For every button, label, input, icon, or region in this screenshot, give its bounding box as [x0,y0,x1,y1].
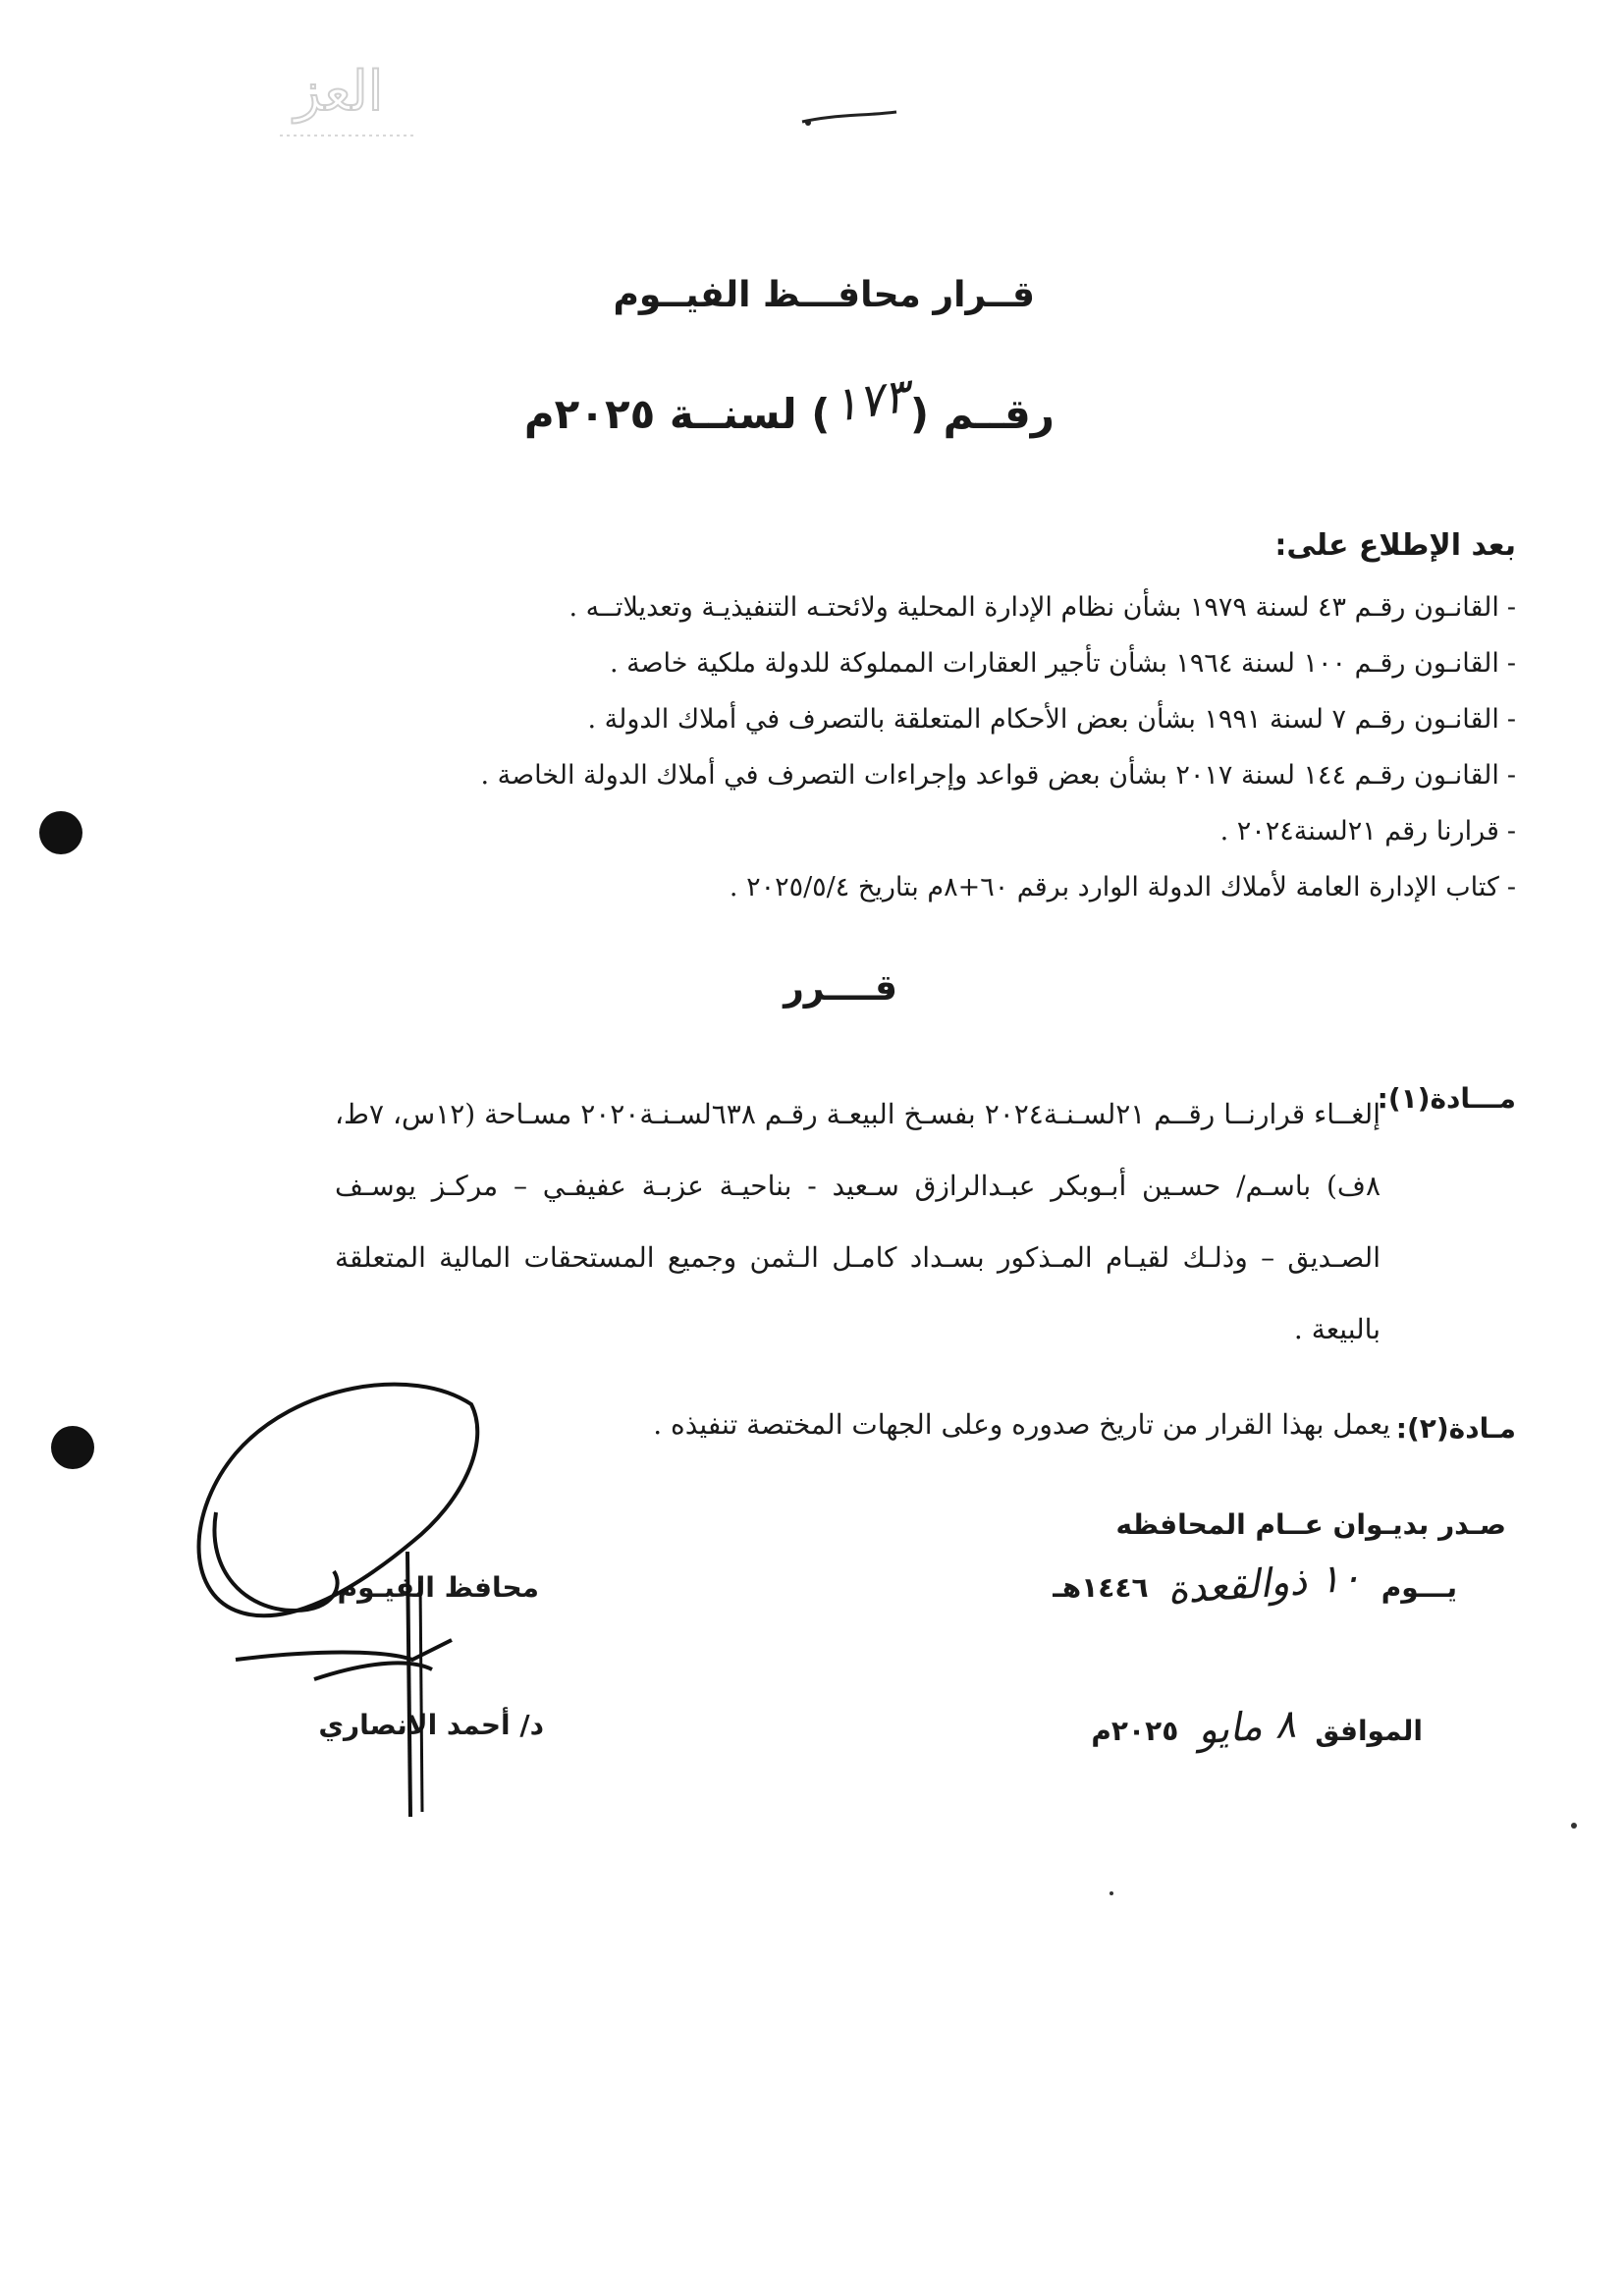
article-2-text: يعمل بهذا القرار من تاريخ صدوره وعلى الجهات المختصة تنفيذه . [653,1408,1390,1441]
punch-hole-top [39,811,82,854]
decree-number-handwritten: ١٧٣ [828,367,912,434]
preamble-item: -القانـون رقـم ٧ لسنة ١٩٩١ بشأن بعض الأحكام المتعلقة بالتصرف في أملاك الدولة . [587,704,1516,735]
scan-speck [1571,1823,1577,1829]
signatory-name: د/ أحمد الانصاري [318,1709,544,1741]
gregorian-date-handwritten: ٨ مايو [1196,1701,1298,1754]
scan-speck [1110,1891,1113,1895]
decree-title: قــرار محافـــظ الفيــوم [613,275,1035,315]
decree-prefix: رقــم ( [909,390,1055,438]
hijri-date-line [1053,1555,1457,1613]
preamble-item: -كتاب الإدارة العامة لأملاك الدولة الوارد برقم ٦٠+٨م بتاريخ ٢٠٢٥/٥/٤ . [729,872,1516,902]
faded-logo-stamp [221,39,457,167]
preamble-item: -القانـون رقـم ١٠٠ لسنة ١٩٦٤ بشأن تأجير العقارات المملوكة للدولة ملكية خاصة . [609,648,1516,679]
greg-label: الموافق [1315,1715,1423,1747]
decree-suffix: ) لسنــة ٢٠٢٥م [523,390,831,438]
greg-year: ٢٠٢٥م [1091,1715,1179,1747]
decided-heading: قــــرر [784,968,897,1009]
hijri-date-handwritten: ١٠ ذوالقعدة [1165,1555,1364,1613]
article-2-label: مـادة(٢): [1395,1412,1516,1445]
top-dash-mark [800,106,898,128]
preamble-list [481,579,1516,915]
issued-at: صـدر بديـوان عــام المحافظه [1115,1508,1506,1541]
stamp-logo-text: العز [294,60,384,124]
decree-number-line [523,367,1055,440]
preamble-item: -قرارنا رقم ٢١لسنة٢٠٢٤ . [1219,816,1516,847]
hijri-year: ١٤٤٦هـ [1053,1571,1149,1604]
gregorian-date-line [1091,1701,1423,1754]
article-1-text: إلغــاء قرارنــا رقــم ٢١لسـنـة٢٠٢٤ بفسـخ البيعـة رقـم ٦٣٨لسـنـة٢٠٢٠ مسـاحة (١٢س، ٧ط، ٨ف) باسـم/ حسـين أبـوبكر عبـدالرازق سـعيد - بناحيـة عزبـة عفيفـي – مركـز يوسـف الصـديق – وذلـك لقيـام المـذكور بسـداد كامـل الـثمن وجميع المستحقات المالية المتعلقة بالبيعة . [335,1098,1380,1345]
preamble-item: -القانـون رقـم ٤٣ لسنة ١٩٧٩ بشأن نظام الإدارة المحلية ولائحتـه التنفيذيـة وتعديلاتــه . [568,592,1516,623]
preamble-item: -القانـون رقـم ١٤٤ لسنة ٢٠١٧ بشأن بعض قواعد وإجراءات التصرف في أملاك الدولة الخاصة . [480,760,1516,791]
article-1-label: مـــادة(١): [1377,1082,1516,1115]
signature-mark [177,1365,609,1827]
punch-hole-bottom [51,1426,94,1469]
day-label: يـــوم [1380,1571,1457,1604]
preamble-heading: بعد الإطلاع على: [1274,528,1516,563]
signatory-title: محافظ الفيـوم [337,1571,539,1604]
